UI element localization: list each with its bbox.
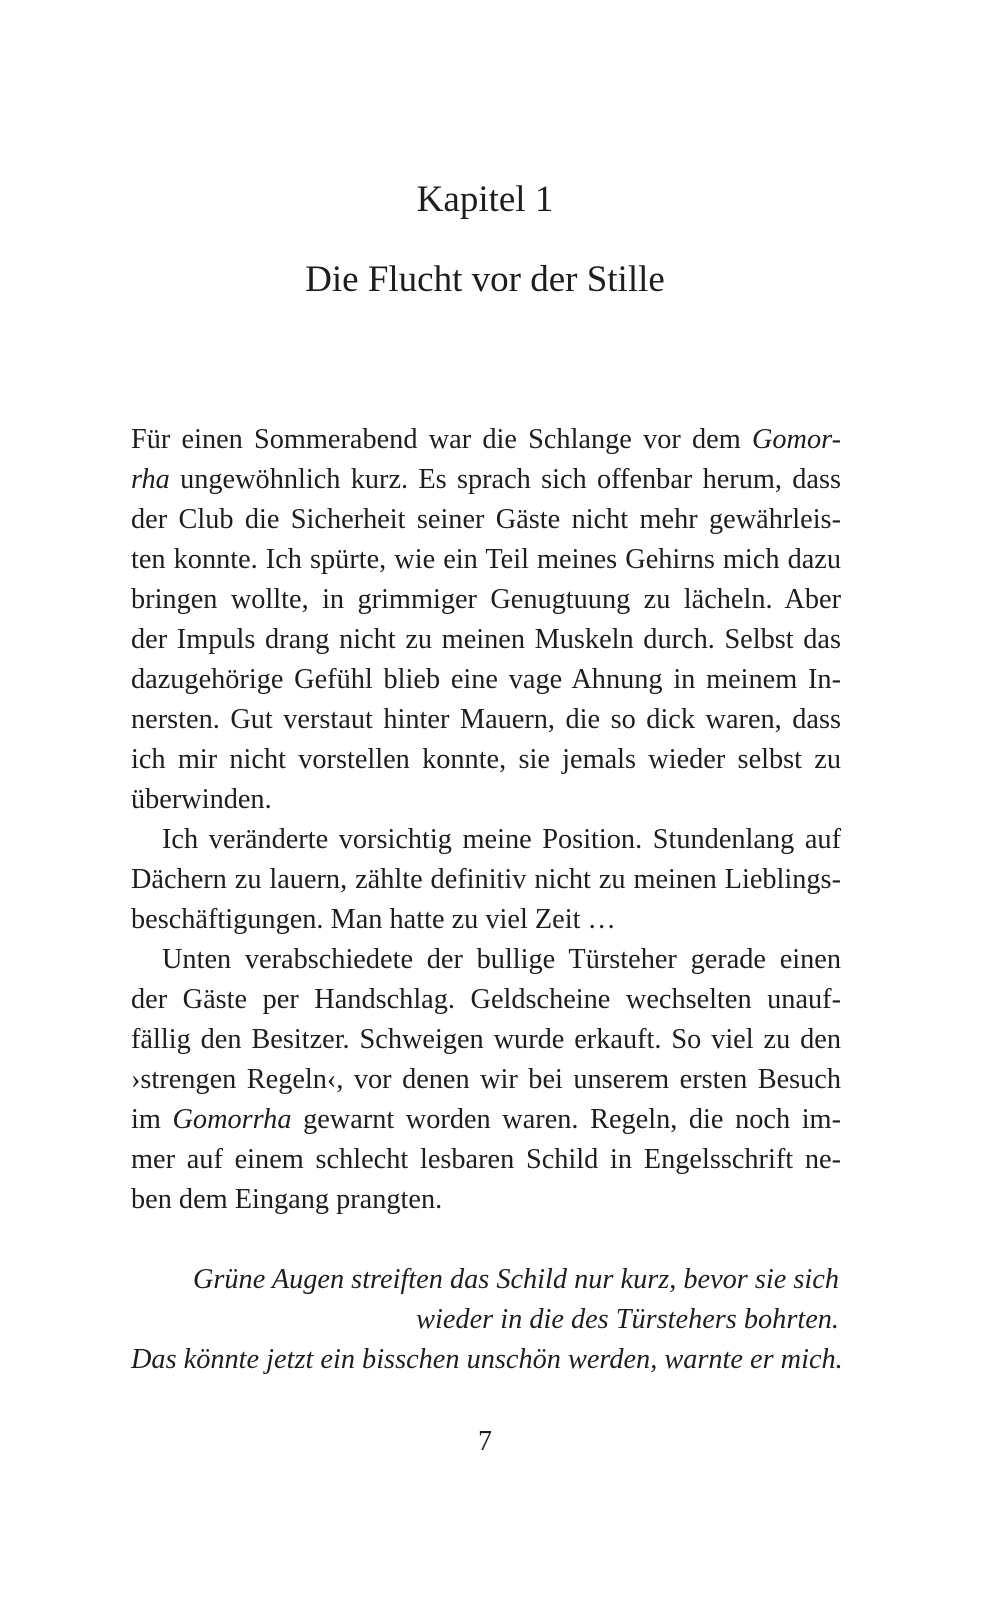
text-segment: bringen wollte, in grimmiger Genugtuung zu lächeln. Aber	[131, 584, 841, 615]
text-line	[131, 420, 841, 460]
text-segment: im	[131, 1104, 173, 1135]
italic-text: Gomorrha	[172, 1104, 292, 1135]
text-segment: der Club die Sicherheit seiner Gäste nicht mehr gewährleis-	[131, 504, 841, 535]
text-segment: Unten verabschiedete der bullige Türsteher gerade einen	[162, 944, 841, 975]
text-line	[131, 580, 841, 620]
text-segment: fällig den Besitzer. Schweigen wurde erkauft. So viel zu den	[131, 1024, 841, 1055]
text-segment: ich mir nicht vorstellen konnte, sie jemals wieder selbst zu	[131, 744, 841, 775]
text-segment: ungewöhnlich kurz. Es sprach sich offenbar herum, dass	[169, 464, 841, 495]
text-line	[131, 1180, 841, 1220]
text-line	[131, 500, 841, 540]
text-line	[131, 900, 841, 940]
text-segment: gewarnt worden waren. Regeln, die noch im-	[291, 1104, 841, 1135]
text-segment: nersten. Gut verstaut hinter Mauern, die so dick waren, dass	[131, 704, 841, 735]
text-segment: ›strengen Regeln‹, vor denen wir bei unserem ersten Besuch	[131, 1064, 841, 1095]
text-line	[131, 1020, 841, 1060]
text-segment: überwinden.	[131, 784, 272, 815]
text-line	[131, 860, 841, 900]
text-segment: Ich veränderte vorsichtig meine Position. Stundenlang auf	[162, 824, 841, 855]
text-segment: Für einen Sommerabend war die Schlange vor dem	[131, 424, 752, 455]
chapter-title: Die Flucht vor der Stille	[305, 259, 665, 300]
italic-line: Das könnte jetzt ein bisschen unschön werden, warnte er mich.	[131, 1344, 843, 1375]
text-segment: dazugehörige Gefühl blieb eine vage Ahnung in meinem In-	[131, 664, 841, 695]
paragraph	[131, 420, 841, 820]
italic-line: wieder in die des Türstehers bohrten.	[416, 1304, 839, 1335]
body-text	[131, 420, 841, 1220]
text-line	[131, 1060, 841, 1100]
text-line	[131, 780, 841, 820]
text-line	[131, 980, 841, 1020]
paragraph	[131, 940, 841, 1220]
text-line	[131, 660, 841, 700]
text-segment: der Gäste per Handschlag. Geldscheine wechselten unauf-	[131, 984, 841, 1015]
text-line	[131, 740, 841, 780]
text-segment: mer auf einem schlecht lesbaren Schild in Engelsschrift ne-	[131, 1144, 841, 1175]
text-segment: ben dem Eingang prangten.	[131, 1184, 443, 1215]
text-segment: Dächern zu lauern, zählte definitiv nicht zu meinen Lieblings-	[131, 864, 841, 895]
italic-passage	[131, 1260, 843, 1380]
paragraph	[131, 820, 841, 940]
italic-text: Gomor-	[751, 424, 841, 455]
text-segment: der Impuls drang nicht zu meinen Muskeln durch. Selbst das	[131, 624, 841, 655]
text-line	[131, 820, 841, 860]
italic-line: Grüne Augen streiften das Schild nur kurz, bevor sie sich	[192, 1264, 839, 1295]
text-line	[131, 460, 841, 500]
text-line	[131, 700, 841, 740]
text-segment: beschäftigungen. Man hatte zu viel Zeit …	[131, 904, 616, 935]
italic-text: rha	[131, 464, 170, 495]
text-line	[131, 940, 841, 980]
text-line	[131, 1140, 841, 1180]
text-segment: ten konnte. Ich spürte, wie ein Teil meines Gehirns mich dazu	[131, 544, 841, 575]
page-number: 7	[478, 1426, 492, 1457]
text-line	[131, 620, 841, 660]
chapter-number: Kapitel 1	[416, 179, 554, 220]
text-line	[131, 1100, 841, 1140]
text-line	[131, 540, 841, 580]
